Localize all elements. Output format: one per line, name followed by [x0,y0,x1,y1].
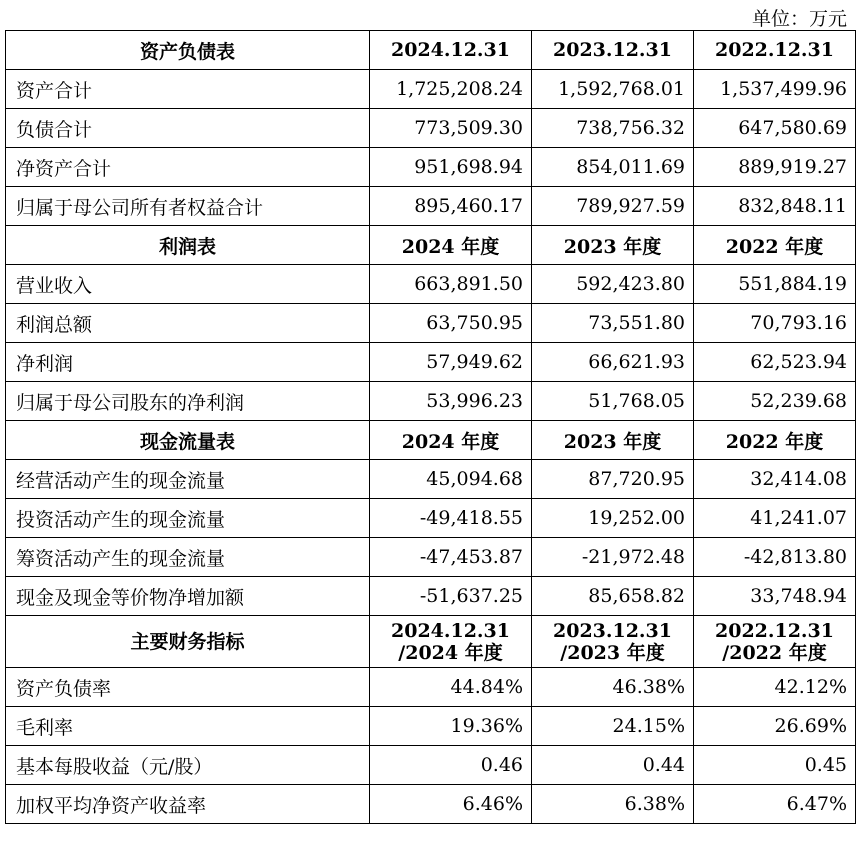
value-cell: 44.84% [370,668,532,707]
row-label: 经营活动产生的现金流量 [6,460,370,499]
value-cell: 0.44 [532,746,694,785]
table-row [6,707,856,746]
table-row [6,148,856,187]
section-title: 利润表 [6,226,370,265]
value-cell: 889,919.27 [694,148,856,187]
section-header-row [6,616,856,668]
value-cell: -49,418.55 [370,499,532,538]
table-row [6,499,856,538]
table-row [6,382,856,421]
value-cell: 46.38% [532,668,694,707]
row-label: 净资产合计 [6,148,370,187]
value-cell: 773,509.30 [370,109,532,148]
row-label: 资产负债率 [6,668,370,707]
table-row [6,577,856,616]
column-header [694,616,856,668]
column-header: 2023 年度 [532,421,694,460]
value-cell: 57,949.62 [370,343,532,382]
value-cell: 24.15% [532,707,694,746]
value-cell: 663,891.50 [370,265,532,304]
row-label: 筹资活动产生的现金流量 [6,538,370,577]
row-label: 净利润 [6,343,370,382]
value-cell: 789,927.59 [532,187,694,226]
section-header-row [6,226,856,265]
table-row [6,343,856,382]
table-row [6,538,856,577]
value-cell: 0.46 [370,746,532,785]
section-header-row [6,31,856,70]
column-header: 2022.12.31 [694,31,856,70]
column-header: 2024 年度 [370,226,532,265]
row-label: 投资活动产生的现金流量 [6,499,370,538]
value-cell: 951,698.94 [370,148,532,187]
table-body [6,31,856,824]
value-cell: 63,750.95 [370,304,532,343]
value-cell: 87,720.95 [532,460,694,499]
table-row [6,746,856,785]
section-title: 资产负债表 [6,31,370,70]
table-row [6,668,856,707]
value-cell: 42.12% [694,668,856,707]
column-header-line2: /2023 年度 [560,641,665,664]
column-header-line2: /2022 年度 [722,641,827,664]
value-cell: 66,621.93 [532,343,694,382]
value-cell: -47,453.87 [370,538,532,577]
value-cell: 1,725,208.24 [370,70,532,109]
table-row [6,460,856,499]
value-cell: 45,094.68 [370,460,532,499]
value-cell: 73,551.80 [532,304,694,343]
value-cell: 53,996.23 [370,382,532,421]
value-cell: -51,637.25 [370,577,532,616]
row-label: 现金及现金等价物净增加额 [6,577,370,616]
value-cell: 551,884.19 [694,265,856,304]
value-cell: 70,793.16 [694,304,856,343]
table-row [6,304,856,343]
value-cell: 6.46% [370,785,532,824]
value-cell: 647,580.69 [694,109,856,148]
value-cell: 854,011.69 [532,148,694,187]
value-cell: 33,748.94 [694,577,856,616]
row-label: 利润总额 [6,304,370,343]
value-cell: 26.69% [694,707,856,746]
table-row [6,785,856,824]
column-header [370,616,532,668]
section-title: 主要财务指标 [6,616,370,668]
value-cell: 738,756.32 [532,109,694,148]
section-title: 现金流量表 [6,421,370,460]
column-header: 2024.12.31 [370,31,532,70]
column-header-line1: 2023.12.31 [553,619,672,642]
value-cell: 41,241.07 [694,499,856,538]
column-header: 2023 年度 [532,226,694,265]
value-cell: 895,460.17 [370,187,532,226]
value-cell: 62,523.94 [694,343,856,382]
financial-summary-table [5,30,856,824]
column-header [532,616,694,668]
value-cell: 52,239.68 [694,382,856,421]
value-cell: 6.38% [532,785,694,824]
value-cell: -42,813.80 [694,538,856,577]
value-cell: -21,972.48 [532,538,694,577]
column-header: 2022 年度 [694,421,856,460]
value-cell: 592,423.80 [532,265,694,304]
column-header: 2023.12.31 [532,31,694,70]
unit-label: 单位：万元 [751,8,847,30]
row-label: 营业收入 [6,265,370,304]
row-label: 归属于母公司所有者权益合计 [6,187,370,226]
row-label: 毛利率 [6,707,370,746]
value-cell: 1,592,768.01 [532,70,694,109]
table-row [6,265,856,304]
section-header-row [6,421,856,460]
table-row [6,187,856,226]
value-cell: 1,537,499.96 [694,70,856,109]
table-row [6,70,856,109]
row-label: 加权平均净资产收益率 [6,785,370,824]
row-label: 资产合计 [6,70,370,109]
column-header: 2022 年度 [694,226,856,265]
value-cell: 51,768.05 [532,382,694,421]
column-header-line1: 2024.12.31 [391,619,510,642]
value-cell: 0.45 [694,746,856,785]
column-header: 2024 年度 [370,421,532,460]
column-header-line1: 2022.12.31 [715,619,834,642]
value-cell: 19,252.00 [532,499,694,538]
row-label: 负债合计 [6,109,370,148]
table-row [6,109,856,148]
value-cell: 85,658.82 [532,577,694,616]
column-header-line2: /2024 年度 [398,641,503,664]
value-cell: 832,848.11 [694,187,856,226]
row-label: 基本每股收益（元/股） [6,746,370,785]
value-cell: 19.36% [370,707,532,746]
value-cell: 32,414.08 [694,460,856,499]
row-label: 归属于母公司股东的净利润 [6,382,370,421]
value-cell: 6.47% [694,785,856,824]
